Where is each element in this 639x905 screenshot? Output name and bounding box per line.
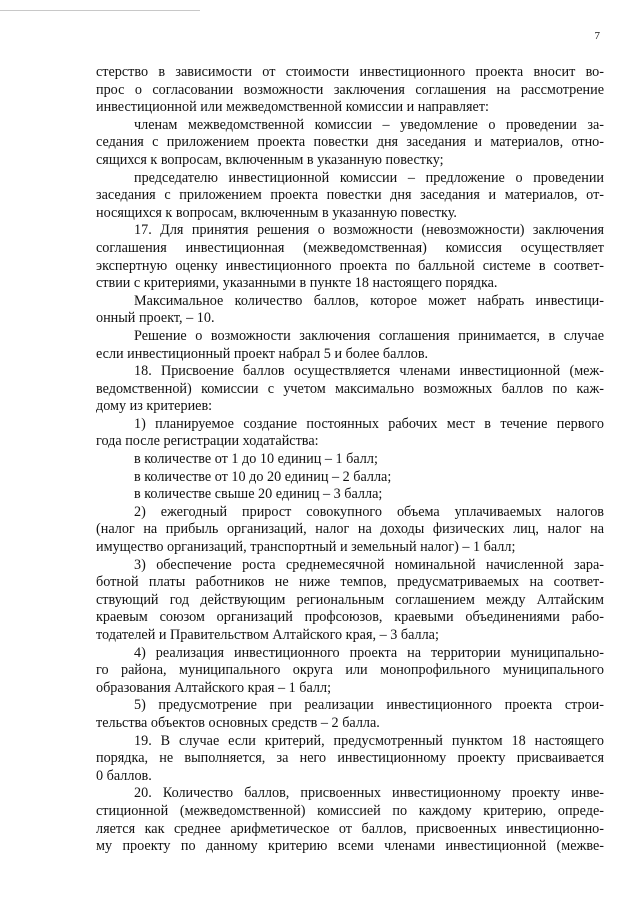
text-line: тельства объектов основных средств – 2 балла. xyxy=(96,714,380,731)
text-line: сящихся к вопросам, включенным в указанную повестку; xyxy=(96,151,444,168)
text-line: 17. Для принятия решения о возможности (невозможности) заключения xyxy=(134,222,604,239)
text-line: прос о согласовании возможности заключения соглашения на рассмотрение xyxy=(96,81,604,98)
page-number: 7 xyxy=(594,30,600,42)
text-line: тодателей и Правительством Алтайского края, – 3 балла; xyxy=(96,627,439,643)
text-line: носящихся к вопросам, включенным в указанную повестку. xyxy=(96,204,457,221)
text-line: (налог на прибыль организаций, налог на доходы физических лиц, налог на xyxy=(96,521,604,538)
text-line: онный проект, – 10. xyxy=(96,310,215,327)
text-line: 18. Присвоение баллов осуществляется членами инвестиционной (меж- xyxy=(134,363,604,380)
text-line: инвестиционной или межведомственной комиссии и направляет: xyxy=(96,99,489,116)
text-line: стиционной (межведомственной) комиссией по каждому критерию, опреде- xyxy=(96,802,604,819)
text-line: ботной платы работников не ниже темпов, предусматриваемых на соответ- xyxy=(96,574,604,591)
text-line: го района, муниципального округа или монопрофильного муниципального xyxy=(96,662,604,679)
text-line: 5) предусмотрение при реализации инвестиционного проекта строи- xyxy=(134,697,604,714)
text-line: ствующий год действующим региональным соглашением между Алтайским xyxy=(96,591,604,608)
text-line: Максимальное количество баллов, которое может набрать инвестици- xyxy=(134,292,604,309)
text-line: образования Алтайского края – 1 балл; xyxy=(96,679,332,696)
text-line: 2) ежегодный прирост совокупного объема уплачиваемых налогов xyxy=(134,503,604,520)
text-line: председателю инвестиционной комиссии – предложение о проведении xyxy=(134,169,604,186)
text-line: краевым союзом организаций профсоюзов, краевыми объединениями рабо- xyxy=(96,609,604,626)
text-line: 3) обеспечение роста среднемесячной номинальной начисленной зара- xyxy=(134,556,604,573)
top-rule xyxy=(0,10,200,11)
text-line: в количестве от 10 до 20 единиц – 2 балла; xyxy=(134,468,392,485)
text-line: стерство в зависимости от стоимости инвестиционного проекта вносит во- xyxy=(96,64,604,80)
text-line: ведомственной) комиссии с учетом максимально возможных баллов по каж- xyxy=(96,380,604,397)
document-body xyxy=(96,64,604,856)
text-line: заседания с приложением проекта повестки дня заседания и материалов, от- xyxy=(96,187,604,204)
text-line: ляется как среднее арифметическое от баллов, присвоенных инвестиционно- xyxy=(96,820,604,837)
text-line: му проекту по данному критерию всеми членами инвестиционной (межве- xyxy=(96,838,604,855)
text-line: в количестве свыше 20 единиц – 3 балла; xyxy=(134,486,383,503)
text-line: членам межведомственной комиссии – уведомление о проведении за- xyxy=(134,116,604,133)
text-line: если инвестиционный проект набрал 5 и более баллов. xyxy=(96,345,429,362)
text-line: 20. Количество баллов, присвоенных инвестиционному проекту инве- xyxy=(134,785,604,802)
text-line: 0 баллов. xyxy=(96,767,152,784)
text-line: соглашения инвестиционная (межведомственная) комиссия осуществляет xyxy=(96,239,604,256)
text-line: седания с приложением проекта повестки дня заседания и материалов, отно- xyxy=(96,134,604,151)
text-line: 4) реализация инвестиционного проекта на территории муниципально- xyxy=(134,644,604,661)
text-line: Решение о возможности заключения соглашения принимается, в случае xyxy=(134,327,604,344)
text-line: экспертную оценку инвестиционного проекта по балльной системе в соответ- xyxy=(96,257,604,274)
text-line: порядка, не выполняется, за него инвестиционному проекту присваивается xyxy=(96,750,604,767)
text-line: 1) планируемое создание постоянных рабочих мест в течение первого xyxy=(134,415,604,432)
text-line: в количестве от 1 до 10 единиц – 1 балл; xyxy=(134,451,378,468)
text-line: 19. В случае если критерий, предусмотренный пунктом 18 настоящего xyxy=(134,732,604,749)
text-line: года после регистрации ходатайства: xyxy=(96,433,319,450)
text-line: ствии с критериями, указанными в пункте 18 настоящего порядка. xyxy=(96,275,498,292)
text-line: имущество организаций, транспортный и земельный налог) – 1 балл; xyxy=(96,539,516,556)
text-line: дому из критериев: xyxy=(96,398,213,415)
